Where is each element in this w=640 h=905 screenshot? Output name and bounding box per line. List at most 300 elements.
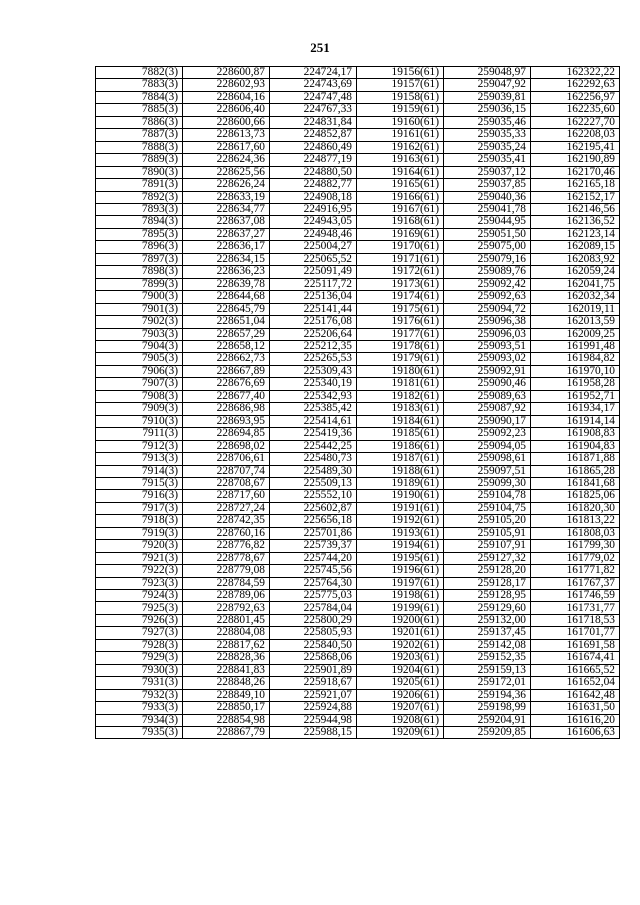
point-id-left-cell: 7903(3): [96, 328, 183, 340]
point-id-left-cell: 7888(3): [96, 141, 183, 153]
table-row: [96, 67, 620, 79]
coord-y-left-cell: 225739,37: [270, 540, 357, 552]
coord-x-right-cell: 259037,85: [444, 179, 531, 191]
coord-x-left-cell: 228667,89: [183, 365, 270, 377]
coord-x-right-cell: 259094,05: [444, 440, 531, 452]
point-id-left-cell: 7909(3): [96, 403, 183, 415]
coord-x-right-cell: 259097,51: [444, 465, 531, 477]
point-id-right-cell: 19163(61): [357, 154, 444, 166]
coord-x-left-cell: 228637,08: [183, 216, 270, 228]
table-row: [96, 203, 620, 215]
page-number: 251: [310, 40, 330, 55]
point-id-left-cell: 7891(3): [96, 179, 183, 191]
table-row: [96, 614, 620, 626]
point-id-right-cell: 19196(61): [357, 565, 444, 577]
point-id-right-cell: 19185(61): [357, 428, 444, 440]
coord-x-left-cell: 228778,67: [183, 552, 270, 564]
coord-x-left-cell: 228677,40: [183, 390, 270, 402]
table-row: [96, 390, 620, 402]
point-id-left-cell: 7912(3): [96, 440, 183, 452]
point-id-right-cell: 19171(61): [357, 253, 444, 265]
point-id-right-cell: 19184(61): [357, 415, 444, 427]
coord-y-left-cell: 224831,84: [270, 116, 357, 128]
table-row: [96, 328, 620, 340]
point-id-right-cell: 19205(61): [357, 677, 444, 689]
coord-x-left-cell: 228708,67: [183, 477, 270, 489]
point-id-right-cell: 19160(61): [357, 116, 444, 128]
point-id-right-cell: 19197(61): [357, 577, 444, 589]
point-id-right-cell: 19189(61): [357, 477, 444, 489]
coord-y-left-cell: 225805,93: [270, 627, 357, 639]
point-id-right-cell: 19183(61): [357, 403, 444, 415]
coord-y-left-cell: 225901,89: [270, 664, 357, 676]
coord-x-left-cell: 228742,35: [183, 515, 270, 527]
coord-x-left-cell: 228645,79: [183, 303, 270, 315]
point-id-right-cell: 19176(61): [357, 316, 444, 328]
point-id-left-cell: 7882(3): [96, 67, 183, 79]
coord-x-left-cell: 228625,56: [183, 166, 270, 178]
point-id-left-cell: 7893(3): [96, 203, 183, 215]
table-row: [96, 502, 620, 514]
coord-y-left-cell: 225176,08: [270, 316, 357, 328]
coord-x-left-cell: 228706,61: [183, 453, 270, 465]
coord-x-left-cell: 228789,06: [183, 590, 270, 602]
coord-x-left-cell: 228776,82: [183, 540, 270, 552]
coord-y-right-cell: 161799,30: [531, 540, 620, 552]
table-row: [96, 278, 620, 290]
coord-x-left-cell: 228694,85: [183, 428, 270, 440]
point-id-right-cell: 19187(61): [357, 453, 444, 465]
point-id-left-cell: 7926(3): [96, 614, 183, 626]
table-row: [96, 291, 620, 303]
table-row: [96, 116, 620, 128]
coord-y-left-cell: 224916,95: [270, 203, 357, 215]
coord-y-right-cell: 161631,50: [531, 702, 620, 714]
coord-x-left-cell: 228658,12: [183, 340, 270, 352]
coord-y-right-cell: 161665,52: [531, 664, 620, 676]
coordinates-table: [95, 66, 620, 739]
coord-y-right-cell: 161825,06: [531, 490, 620, 502]
point-id-left-cell: 7914(3): [96, 465, 183, 477]
point-id-right-cell: 19175(61): [357, 303, 444, 315]
coord-x-right-cell: 259107,91: [444, 540, 531, 552]
point-id-left-cell: 7901(3): [96, 303, 183, 315]
coord-x-right-cell: 259093,02: [444, 353, 531, 365]
coord-y-left-cell: 225921,07: [270, 689, 357, 701]
coord-y-right-cell: 161820,30: [531, 502, 620, 514]
coord-y-right-cell: 162013,59: [531, 316, 620, 328]
coord-x-right-cell: 259041,78: [444, 203, 531, 215]
coord-y-left-cell: 224943,05: [270, 216, 357, 228]
coord-y-right-cell: 161731,77: [531, 602, 620, 614]
coord-y-left-cell: 225944,98: [270, 714, 357, 726]
coord-x-left-cell: 228867,79: [183, 727, 270, 739]
table-row: [96, 565, 620, 577]
coord-x-left-cell: 228657,29: [183, 328, 270, 340]
coord-x-right-cell: 259092,23: [444, 428, 531, 440]
coord-y-right-cell: 161701,77: [531, 627, 620, 639]
coord-x-right-cell: 259104,78: [444, 490, 531, 502]
table-row: [96, 129, 620, 141]
coord-x-right-cell: 259099,30: [444, 477, 531, 489]
coord-x-right-cell: 259098,61: [444, 453, 531, 465]
table-row: [96, 191, 620, 203]
point-id-right-cell: 19201(61): [357, 627, 444, 639]
table-row: [96, 590, 620, 602]
coord-y-right-cell: 162089,15: [531, 241, 620, 253]
point-id-left-cell: 7904(3): [96, 340, 183, 352]
coord-x-right-cell: 259087,92: [444, 403, 531, 415]
coord-x-left-cell: 228828,36: [183, 652, 270, 664]
coord-y-right-cell: 162256,97: [531, 91, 620, 103]
table-row: [96, 552, 620, 564]
coord-y-right-cell: 161970,10: [531, 365, 620, 377]
coord-x-right-cell: 259089,63: [444, 390, 531, 402]
point-id-right-cell: 19206(61): [357, 689, 444, 701]
coord-x-right-cell: 259089,76: [444, 266, 531, 278]
coord-x-right-cell: 259104,75: [444, 502, 531, 514]
point-id-left-cell: 7906(3): [96, 365, 183, 377]
coord-x-left-cell: 228600,87: [183, 67, 270, 79]
coord-y-right-cell: 161746,59: [531, 590, 620, 602]
coord-y-left-cell: 225840,50: [270, 639, 357, 651]
coord-y-left-cell: 224747,48: [270, 91, 357, 103]
table-row: [96, 428, 620, 440]
coord-x-left-cell: 228600,66: [183, 116, 270, 128]
coord-x-left-cell: 228686,98: [183, 403, 270, 415]
coord-y-left-cell: 225489,30: [270, 465, 357, 477]
coord-y-left-cell: 225309,43: [270, 365, 357, 377]
coord-x-right-cell: 259090,17: [444, 415, 531, 427]
table-row: [96, 253, 620, 265]
coord-x-left-cell: 228662,73: [183, 353, 270, 365]
point-id-left-cell: 7884(3): [96, 91, 183, 103]
coord-x-right-cell: 259092,42: [444, 278, 531, 290]
coord-y-right-cell: 161616,20: [531, 714, 620, 726]
point-id-left-cell: 7916(3): [96, 490, 183, 502]
table-row: [96, 639, 620, 651]
coord-x-left-cell: 228717,60: [183, 490, 270, 502]
coord-x-right-cell: 259128,20: [444, 565, 531, 577]
coord-y-left-cell: 224860,49: [270, 141, 357, 153]
coord-x-left-cell: 228801,45: [183, 614, 270, 626]
point-id-left-cell: 7927(3): [96, 627, 183, 639]
coord-x-right-cell: 259105,20: [444, 515, 531, 527]
coord-y-right-cell: 162195,41: [531, 141, 620, 153]
coord-x-right-cell: 259048,97: [444, 67, 531, 79]
coord-x-right-cell: 259128,17: [444, 577, 531, 589]
coord-y-left-cell: 225117,72: [270, 278, 357, 290]
coord-y-right-cell: 162165,18: [531, 179, 620, 191]
coord-y-right-cell: 162152,17: [531, 191, 620, 203]
table-row: [96, 702, 620, 714]
coord-x-right-cell: 259035,46: [444, 116, 531, 128]
table-row: [96, 490, 620, 502]
coord-y-right-cell: 161767,37: [531, 577, 620, 589]
coord-y-left-cell: 225342,93: [270, 390, 357, 402]
coord-x-left-cell: 228602,93: [183, 79, 270, 91]
coord-x-left-cell: 228634,15: [183, 253, 270, 265]
point-id-left-cell: 7886(3): [96, 116, 183, 128]
coord-x-left-cell: 228633,19: [183, 191, 270, 203]
coord-x-left-cell: 228617,60: [183, 141, 270, 153]
point-id-left-cell: 7930(3): [96, 664, 183, 676]
coord-y-right-cell: 162170,46: [531, 166, 620, 178]
coord-x-left-cell: 228636,17: [183, 241, 270, 253]
table-row: [96, 154, 620, 166]
coord-y-right-cell: 162123,14: [531, 228, 620, 240]
point-id-left-cell: 7918(3): [96, 515, 183, 527]
point-id-left-cell: 7935(3): [96, 727, 183, 739]
point-id-left-cell: 7932(3): [96, 689, 183, 701]
table-row: [96, 652, 620, 664]
point-id-left-cell: 7895(3): [96, 228, 183, 240]
coord-x-left-cell: 228727,24: [183, 502, 270, 514]
point-id-right-cell: 19166(61): [357, 191, 444, 203]
point-id-left-cell: 7890(3): [96, 166, 183, 178]
point-id-left-cell: 7928(3): [96, 639, 183, 651]
point-id-right-cell: 19209(61): [357, 727, 444, 739]
coord-y-left-cell: 225552,10: [270, 490, 357, 502]
coord-x-left-cell: 228854,98: [183, 714, 270, 726]
coord-y-right-cell: 161674,41: [531, 652, 620, 664]
table-row: [96, 714, 620, 726]
table-row: [96, 515, 620, 527]
point-id-right-cell: 19190(61): [357, 490, 444, 502]
coord-y-right-cell: 161958,28: [531, 378, 620, 390]
point-id-right-cell: 19192(61): [357, 515, 444, 527]
coord-x-left-cell: 228606,40: [183, 104, 270, 116]
coord-y-left-cell: 225004,27: [270, 241, 357, 253]
point-id-right-cell: 19198(61): [357, 590, 444, 602]
coord-x-right-cell: 259096,03: [444, 328, 531, 340]
coord-y-left-cell: 224908,18: [270, 191, 357, 203]
table-row: [96, 340, 620, 352]
point-id-left-cell: 7917(3): [96, 502, 183, 514]
coord-x-right-cell: 259129,60: [444, 602, 531, 614]
point-id-left-cell: 7923(3): [96, 577, 183, 589]
point-id-left-cell: 7894(3): [96, 216, 183, 228]
point-id-right-cell: 19202(61): [357, 639, 444, 651]
coord-x-right-cell: 259092,91: [444, 365, 531, 377]
table-row: [96, 727, 620, 739]
coord-y-left-cell: 225419,36: [270, 428, 357, 440]
coord-y-left-cell: 225265,53: [270, 353, 357, 365]
coord-y-left-cell: 225509,13: [270, 477, 357, 489]
point-id-right-cell: 19188(61): [357, 465, 444, 477]
point-id-right-cell: 19177(61): [357, 328, 444, 340]
coord-x-right-cell: 259137,45: [444, 627, 531, 639]
point-id-right-cell: 19207(61): [357, 702, 444, 714]
coord-y-left-cell: 225136,04: [270, 291, 357, 303]
point-id-left-cell: 7885(3): [96, 104, 183, 116]
table-row: [96, 403, 620, 415]
coord-y-left-cell: 224724,17: [270, 67, 357, 79]
point-id-right-cell: 19172(61): [357, 266, 444, 278]
coord-x-right-cell: 259075,00: [444, 241, 531, 253]
point-id-left-cell: 7922(3): [96, 565, 183, 577]
coord-y-left-cell: 224880,50: [270, 166, 357, 178]
point-id-left-cell: 7913(3): [96, 453, 183, 465]
coordinates-table-body: [96, 67, 620, 739]
coord-y-left-cell: 225775,03: [270, 590, 357, 602]
point-id-right-cell: 19186(61): [357, 440, 444, 452]
coord-x-left-cell: 228637,27: [183, 228, 270, 240]
coord-y-left-cell: 224882,77: [270, 179, 357, 191]
coord-x-right-cell: 259092,63: [444, 291, 531, 303]
coord-y-right-cell: 161908,83: [531, 428, 620, 440]
coord-x-right-cell: 259040,36: [444, 191, 531, 203]
coord-y-right-cell: 162146,56: [531, 203, 620, 215]
coord-y-left-cell: 225745,56: [270, 565, 357, 577]
table-row: [96, 415, 620, 427]
point-id-right-cell: 19161(61): [357, 129, 444, 141]
table-row: [96, 91, 620, 103]
point-id-right-cell: 19164(61): [357, 166, 444, 178]
coord-y-left-cell: 225744,20: [270, 552, 357, 564]
point-id-right-cell: 19182(61): [357, 390, 444, 402]
point-id-right-cell: 19165(61): [357, 179, 444, 191]
point-id-right-cell: 19204(61): [357, 664, 444, 676]
coord-y-right-cell: 161914,14: [531, 415, 620, 427]
point-id-left-cell: 7929(3): [96, 652, 183, 664]
coord-x-right-cell: 259209,85: [444, 727, 531, 739]
point-id-left-cell: 7887(3): [96, 129, 183, 141]
point-id-right-cell: 19156(61): [357, 67, 444, 79]
point-id-right-cell: 19173(61): [357, 278, 444, 290]
coord-x-right-cell: 259194,36: [444, 689, 531, 701]
point-id-right-cell: 19193(61): [357, 527, 444, 539]
coord-y-right-cell: 162136,52: [531, 216, 620, 228]
point-id-right-cell: 19167(61): [357, 203, 444, 215]
coord-x-left-cell: 228792,63: [183, 602, 270, 614]
coord-y-right-cell: 161952,71: [531, 390, 620, 402]
point-id-left-cell: 7919(3): [96, 527, 183, 539]
coord-x-left-cell: 228841,83: [183, 664, 270, 676]
point-id-right-cell: 19191(61): [357, 502, 444, 514]
point-id-left-cell: 7933(3): [96, 702, 183, 714]
coord-y-left-cell: 225868,06: [270, 652, 357, 664]
point-id-right-cell: 19203(61): [357, 652, 444, 664]
point-id-left-cell: 7889(3): [96, 154, 183, 166]
coord-y-right-cell: 162059,24: [531, 266, 620, 278]
coord-x-left-cell: 228626,24: [183, 179, 270, 191]
coord-y-left-cell: 225206,64: [270, 328, 357, 340]
table-row: [96, 241, 620, 253]
coord-y-right-cell: 162235,60: [531, 104, 620, 116]
coord-x-right-cell: 259090,46: [444, 378, 531, 390]
table-row: [96, 465, 620, 477]
point-id-left-cell: 7883(3): [96, 79, 183, 91]
point-id-right-cell: 19158(61): [357, 91, 444, 103]
table-row: [96, 104, 620, 116]
coord-y-right-cell: 161934,17: [531, 403, 620, 415]
table-row: [96, 316, 620, 328]
point-id-right-cell: 19179(61): [357, 353, 444, 365]
coord-x-left-cell: 228693,95: [183, 415, 270, 427]
point-id-left-cell: 7902(3): [96, 316, 183, 328]
point-id-left-cell: 7896(3): [96, 241, 183, 253]
coord-y-left-cell: 225988,15: [270, 727, 357, 739]
point-id-left-cell: 7921(3): [96, 552, 183, 564]
coord-y-left-cell: 225480,73: [270, 453, 357, 465]
coord-y-right-cell: 162032,34: [531, 291, 620, 303]
point-id-right-cell: 19180(61): [357, 365, 444, 377]
table-row: [96, 216, 620, 228]
coord-y-right-cell: 161871,88: [531, 453, 620, 465]
coord-y-left-cell: 225141,44: [270, 303, 357, 315]
table-row: [96, 527, 620, 539]
point-id-left-cell: 7899(3): [96, 278, 183, 290]
coord-y-right-cell: 162227,70: [531, 116, 620, 128]
point-id-left-cell: 7915(3): [96, 477, 183, 489]
coord-y-right-cell: 161779,02: [531, 552, 620, 564]
coord-x-right-cell: 259132,00: [444, 614, 531, 626]
table-row: [96, 179, 620, 191]
coord-y-left-cell: 225784,04: [270, 602, 357, 614]
coord-x-left-cell: 228644,68: [183, 291, 270, 303]
coord-y-right-cell: 161642,48: [531, 689, 620, 701]
coord-x-right-cell: 259035,41: [444, 154, 531, 166]
table-row: [96, 228, 620, 240]
coord-x-left-cell: 228849,10: [183, 689, 270, 701]
coord-x-right-cell: 259047,92: [444, 79, 531, 91]
point-id-left-cell: 7898(3): [96, 266, 183, 278]
coord-y-left-cell: 225414,61: [270, 415, 357, 427]
coord-y-left-cell: 225701,86: [270, 527, 357, 539]
coord-y-left-cell: 225385,42: [270, 403, 357, 415]
point-id-left-cell: 7900(3): [96, 291, 183, 303]
coord-x-right-cell: 259142,08: [444, 639, 531, 651]
table-row: [96, 602, 620, 614]
coord-y-left-cell: 224948,46: [270, 228, 357, 240]
table-row: [96, 79, 620, 91]
table-row: [96, 141, 620, 153]
table-row: [96, 577, 620, 589]
coord-x-left-cell: 228784,59: [183, 577, 270, 589]
coord-y-left-cell: 225918,67: [270, 677, 357, 689]
coord-y-right-cell: 162009,25: [531, 328, 620, 340]
coord-x-left-cell: 228707,74: [183, 465, 270, 477]
point-id-right-cell: 19169(61): [357, 228, 444, 240]
coord-y-right-cell: 162190,89: [531, 154, 620, 166]
coord-x-right-cell: 259105,91: [444, 527, 531, 539]
coord-x-left-cell: 228698,02: [183, 440, 270, 452]
coord-y-left-cell: 224743,69: [270, 79, 357, 91]
table-row: [96, 378, 620, 390]
coord-x-right-cell: 259093,51: [444, 340, 531, 352]
coord-x-right-cell: 259037,12: [444, 166, 531, 178]
table-row: [96, 353, 620, 365]
coord-x-left-cell: 228848,26: [183, 677, 270, 689]
coord-y-left-cell: 224767,33: [270, 104, 357, 116]
point-id-right-cell: 19208(61): [357, 714, 444, 726]
table-row: [96, 166, 620, 178]
coord-x-right-cell: 259036,15: [444, 104, 531, 116]
table-row: [96, 440, 620, 452]
coord-y-right-cell: 161984,82: [531, 353, 620, 365]
coord-y-left-cell: 225212,35: [270, 340, 357, 352]
coord-y-right-cell: 162322,22: [531, 67, 620, 79]
coord-y-left-cell: 225656,18: [270, 515, 357, 527]
point-id-left-cell: 7920(3): [96, 540, 183, 552]
table-row: [96, 627, 620, 639]
point-id-left-cell: 7925(3): [96, 602, 183, 614]
coord-x-left-cell: 228604,16: [183, 91, 270, 103]
coord-y-right-cell: 162292,63: [531, 79, 620, 91]
coord-y-left-cell: 224877,19: [270, 154, 357, 166]
coord-x-left-cell: 228817,62: [183, 639, 270, 651]
